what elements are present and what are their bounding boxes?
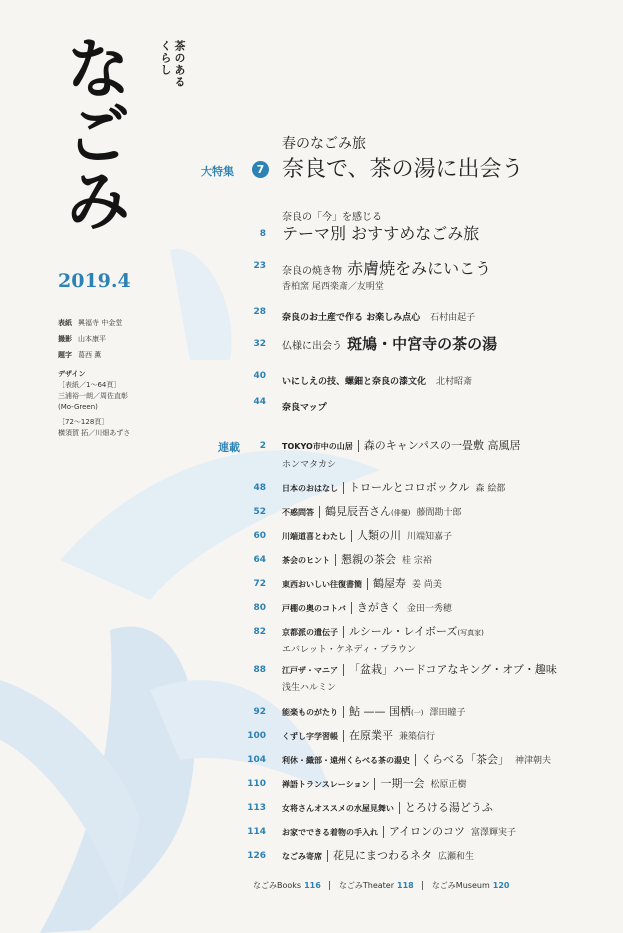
separator [383,826,384,838]
toc-page-number: 40 [253,371,266,381]
series-title: とろける湯どうふ [404,801,493,814]
separator [343,482,344,494]
toc-page-number: 88 [253,665,266,675]
footer-item [339,881,414,890]
design-label: デザイン [58,370,86,378]
serial-entry [282,503,461,519]
toc-entry [282,221,479,244]
toc-page-number: 28 [253,307,266,317]
toc-page-number: 72 [253,579,266,589]
series-title: 「盆栽」ハードコアなキング・オブ・趣味 [349,663,557,676]
series-title: 鶴屋寿 [373,577,406,590]
series-name: 女将さんオススメの水屋見舞い [282,804,394,813]
serial-author: 姜 尚美 [412,580,442,590]
toc-lead-text: 奈良の焼き物 [282,266,342,277]
series-name: くずし字学習帳 [282,732,338,741]
toc-page-number: 60 [253,531,266,541]
credit-key: 表紙 [58,319,72,327]
serial-entry [282,551,432,567]
series-name: 茶会のヒント [282,556,330,565]
serial-author: 森 絵都 [475,484,506,494]
toc-sub: 香柏窯 尾西楽斎／友明堂 [282,282,384,292]
serial-entry [282,703,465,719]
series-title: きがきく [356,601,401,614]
separator [327,850,328,862]
serial-entry [282,623,484,639]
feature-subtitle: 春のなごみ旅 [282,136,366,152]
serial-entry [282,479,505,495]
credit-key: 題字 [58,351,72,359]
credit-value: 興福寺 中金堂 [78,319,123,327]
separator [367,578,368,590]
separator [343,664,344,676]
series-name: 戸棚の奥のコトバ [282,604,346,613]
tagline-line: 茶のある [173,40,186,88]
toc-heading: テーマ別 おすすめなごみ旅 [282,224,480,243]
toc-page-number: 44 [253,397,266,407]
series-name: なごみ寄席 [282,852,322,861]
credit-key: 撮影 [58,335,72,343]
serial-entry [282,575,442,591]
series-name: 利休・織部・遠州くらべる茶の湯史 [282,756,410,765]
tagline-line: くらし [159,40,172,76]
toc-page-number: 92 [253,707,266,717]
toc-page-number: 80 [253,603,266,613]
serial-author: 広瀬和生 [438,852,475,862]
footer-label: なごみTheater [338,881,395,890]
toc-entry [282,256,491,279]
credit-row [58,318,130,329]
footer-item [253,881,321,890]
feature-page-badge: 7 [252,161,269,178]
serial-author: 兼築信行 [399,732,436,742]
toc-entry [282,395,327,414]
toc-heading: 奈良マップ [282,403,327,413]
series-title: 花見にまつわるネタ [333,849,432,862]
serial-entry [282,599,452,615]
design-line: ［表紙／1〜64頁］ [58,381,121,389]
footer-page: 120 [492,881,510,890]
credit-row [58,334,130,345]
toc-page-number: 64 [253,555,266,565]
series-title: 森のキャンパスの一畳敷 高風居 [363,439,521,452]
series-name: 東西おいしい往復書簡 [282,580,362,589]
design-line: 横須賀 拓／川畑あずさ [58,429,131,437]
serial-author: 澤田瞳子 [429,708,466,718]
series-title: 鮎 —— 国栖 [349,705,411,718]
toc-page-number: 114 [247,827,266,837]
footer-page: 116 [304,881,321,890]
separator [343,626,344,638]
toc-heading: 赤膚焼をみにいこう [347,259,492,278]
design-credit [58,369,130,439]
separator [351,530,352,542]
toc-entry [282,369,472,388]
credit-value: 山本康平 [78,335,106,343]
series-name: 禅語トランスレーション [282,780,370,789]
toc-page-number: 48 [253,483,266,493]
serial-entry [282,847,474,863]
serial-entry [282,775,466,791]
toc-page-number: 104 [247,755,266,765]
serial-entry [282,799,493,815]
separator [374,778,375,790]
series-title: アイロンのコツ [389,825,466,838]
serial-author: 富澤輝実子 [471,828,517,838]
footer-item [432,881,510,890]
toc-page-number: 32 [253,339,266,349]
toc-page-number: 82 [253,627,266,637]
series-name: 能楽ものがたり [282,708,338,717]
series-name: 川端道喜とわたし [282,532,346,541]
feature-label: 大特集 [201,165,234,178]
serial-author: 金田一秀穂 [406,604,452,614]
series-title: くらべる「茶会」 [421,753,509,766]
feature-title: 奈良で、茶の湯に出会う [282,157,524,182]
series-name: 京都派の遺伝子 [282,628,338,637]
serial-author: エバレット・ケネディ・ブラウン [282,645,416,655]
series-note: (俳優) [391,509,411,517]
toc-page-number: 8 [259,229,266,239]
footer-page: 118 [397,881,414,890]
toc-lead-text: 仏様に出会う [282,341,342,352]
serial-entry [282,661,557,677]
series-title: ルシール・レイボーズ [349,625,458,638]
toc-heading: 斑鳩・中宮寺の茶の湯 [347,335,498,353]
footer-label: なごみBooks [253,881,302,890]
separator [319,506,320,518]
serial-entry [282,751,551,767]
series-name: 日本のおはなし [282,484,338,493]
serial-entry [282,823,516,839]
toc-author: 石村由起子 [430,313,476,323]
series-note: (写真家) [457,629,484,637]
separator [343,706,344,718]
footer-label: なごみMuseum [431,881,490,890]
serial-author: 藤間勘十郎 [416,508,462,518]
toc-entry [282,305,475,324]
separator [335,554,336,566]
credits [58,318,130,439]
toc-page-number: 2 [259,441,266,451]
serial-author: 川端知嘉子 [407,532,453,542]
serial-author: ホンマタカシ [282,460,337,470]
toc-page-number: 126 [247,851,266,861]
series-title: 一期一会 [380,777,425,790]
separator [351,602,352,614]
series-title: 懇親の茶会 [341,553,396,566]
design-line: (Mo-Green) [58,403,98,411]
series-name: お家でできる着物の手入れ [282,828,378,837]
toc-page-number: 52 [253,507,266,517]
toc-author: 北村昭斎 [436,377,473,387]
toc-page-number: 100 [247,731,266,741]
serial-entry [282,527,452,543]
tagline [158,40,186,88]
toc-entry [282,333,497,354]
serial-author: 神津朝夫 [515,756,552,766]
credit-row [58,350,130,361]
serial-label: 連載 [218,441,240,454]
separator [329,881,330,890]
separator [422,881,423,890]
magazine-logo: なごみ [54,34,132,232]
toc-page-number: 110 [247,779,266,789]
serial-entry [282,437,521,453]
separator [415,754,416,766]
toc-page-number: 23 [253,261,266,271]
serial-author: 松原正樹 [430,780,467,790]
series-name: 江戸ザ・マニア [282,666,338,675]
toc-heading: 奈良のお土産で作る お楽しみ点心 [282,313,421,323]
serial-entry [282,727,435,743]
separator [399,802,400,814]
separator [358,440,359,452]
series-title: 人類の川 [357,529,401,542]
serial-author: 浅生ハルミン [282,683,337,693]
toc-lead-text: 奈良の「今」を感じる [282,212,382,223]
series-title: 在原業平 [349,729,393,742]
series-note: (一) [411,709,424,717]
issue-date: 2019.4 [58,270,131,292]
footer-links [253,880,509,891]
series-name: TOKYO市中の山居 [282,442,353,451]
separator [343,730,344,742]
series-title: 鶴見辰吾さん [325,505,391,518]
serial-author: 桂 宗裕 [402,556,432,566]
series-name: 不惑問答 [282,508,314,517]
design-line: ［72〜128頁］ [58,418,109,426]
credit-value: 葛西 薫 [78,351,102,359]
toc-page-number: 113 [247,803,266,813]
series-title: トロールとコロボックル [349,481,470,494]
toc-heading: いにしえの技、螺鈿と奈良の漆文化 [282,377,427,387]
design-line: 三浦裕一朗／周佐直彰 [58,392,128,400]
